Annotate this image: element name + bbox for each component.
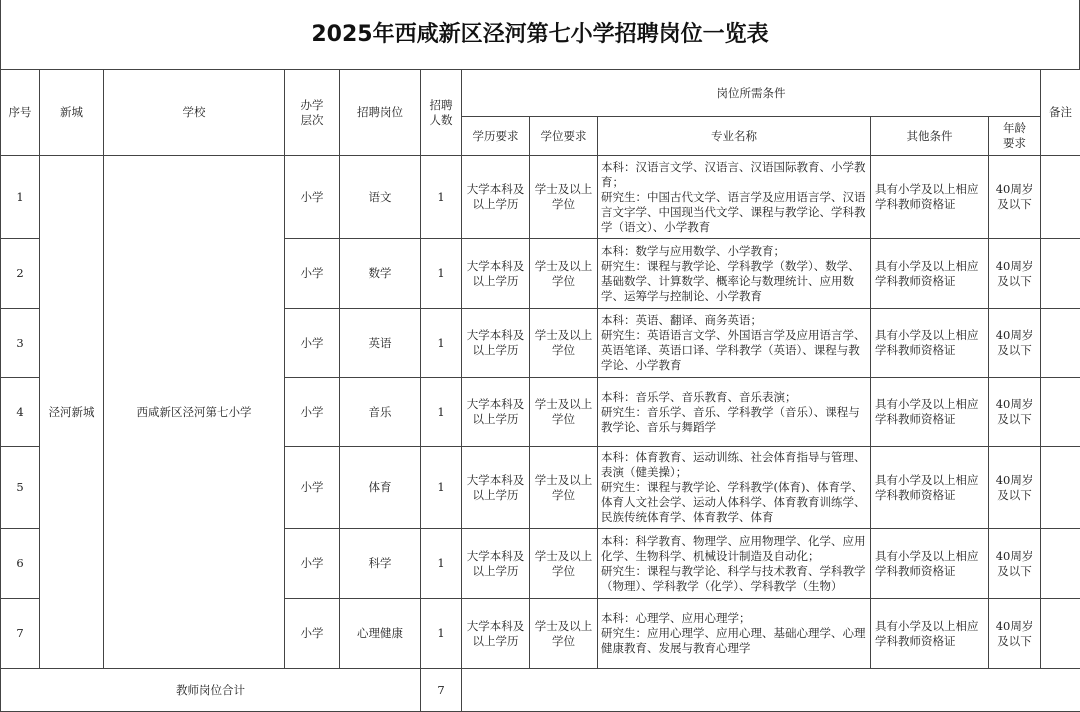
row-position: 数学 [340, 239, 421, 309]
header-age [989, 117, 1041, 156]
row-education: 大学本科及以上学历 [462, 239, 530, 309]
row-remark [1041, 309, 1080, 378]
row-no: 1 [1, 156, 40, 239]
row-level: 小学 [285, 239, 340, 309]
row-no: 7 [1, 599, 40, 669]
row-position: 科学 [340, 529, 421, 599]
page-title: 2025年西咸新区泾河第七小学招聘岗位一览表 [0, 0, 1080, 69]
row-position: 体育 [340, 447, 421, 529]
header-position: 招聘岗位 [340, 70, 421, 156]
row-degree: 学士及以上学位 [530, 239, 598, 309]
header-school: 学校 [104, 70, 285, 156]
district-cell: 泾河新城 [40, 156, 104, 669]
row-education: 大学本科及以上学历 [462, 378, 530, 447]
row-education: 大学本科及以上学历 [462, 309, 530, 378]
row-education: 大学本科及以上学历 [462, 447, 530, 529]
row-level: 小学 [285, 599, 340, 669]
table-row [1, 156, 1080, 239]
row-age: 40周岁及以下 [989, 309, 1041, 378]
row-level: 小学 [285, 529, 340, 599]
header-remark: 备注 [1041, 70, 1080, 156]
row-position: 心理健康 [340, 599, 421, 669]
row-remark [1041, 239, 1080, 309]
row-count: 1 [421, 309, 462, 378]
row-degree: 学士及以上学位 [530, 156, 598, 239]
row-major: 本科：科学教育、物理学、应用物理学、化学、应用化学、生物科学、机械设计制造及自动化； 研究生：课程与教学论、科学与技术教育、学科教学（物理）、学科教学（化学）、学科教学（生物） [598, 529, 871, 599]
header-other: 其他条件 [871, 117, 989, 156]
row-degree: 学士及以上学位 [530, 447, 598, 529]
row-major: 本科：数学与应用数学、小学教育； 研究生：课程与教学论、学科教学（数学）、数学、基础数学、计算数学、概率论与数理统计、应用数学、运筹学与控制论、小学教育 [598, 239, 871, 309]
row-count: 1 [421, 378, 462, 447]
row-major: 本科：心理学、应用心理学； 研究生：应用心理学、应用心理、基础心理学、心理健康教育、发展与教育心理学 [598, 599, 871, 669]
row-position: 英语 [340, 309, 421, 378]
row-remark [1041, 447, 1080, 529]
header-conditions: 岗位所需条件 [462, 70, 1041, 117]
row-count: 1 [421, 447, 462, 529]
row-remark [1041, 599, 1080, 669]
row-count: 1 [421, 599, 462, 669]
row-count: 1 [421, 529, 462, 599]
row-no: 3 [1, 309, 40, 378]
row-degree: 学士及以上学位 [530, 309, 598, 378]
row-major: 本科：汉语言文学、汉语言、汉语国际教育、小学教育； 研究生：中国古代文学、语言学及应用语言学、汉语言文字学、中国现当代文学、课程与教学论、学科教学（语文）、小学教育 [598, 156, 871, 239]
row-level: 小学 [285, 309, 340, 378]
row-education: 大学本科及以上学历 [462, 156, 530, 239]
row-age: 40周岁及以下 [989, 529, 1041, 599]
row-other: 具有小学及以上相应学科教师资格证 [871, 309, 989, 378]
row-degree: 学士及以上学位 [530, 599, 598, 669]
row-other: 具有小学及以上相应学科教师资格证 [871, 529, 989, 599]
row-age: 40周岁及以下 [989, 156, 1041, 239]
row-other: 具有小学及以上相应学科教师资格证 [871, 156, 989, 239]
total-filler [462, 669, 1080, 712]
row-no: 2 [1, 239, 40, 309]
row-no: 6 [1, 529, 40, 599]
row-remark [1041, 529, 1080, 599]
row-position: 音乐 [340, 378, 421, 447]
header-no: 序号 [1, 70, 40, 156]
header-count [421, 70, 462, 156]
row-degree: 学士及以上学位 [530, 529, 598, 599]
row-age: 40周岁及以下 [989, 599, 1041, 669]
row-remark [1041, 156, 1080, 239]
row-other: 具有小学及以上相应学科教师资格证 [871, 239, 989, 309]
row-remark [1041, 378, 1080, 447]
row-count: 1 [421, 156, 462, 239]
header-level-text: 办学层次 [298, 98, 326, 128]
total-count: 7 [421, 669, 462, 712]
header-education: 学历要求 [462, 117, 530, 156]
header-level [285, 70, 340, 156]
row-degree: 学士及以上学位 [530, 378, 598, 447]
row-age: 40周岁及以下 [989, 447, 1041, 529]
table-body [1, 156, 1080, 669]
row-position: 语文 [340, 156, 421, 239]
row-no: 5 [1, 447, 40, 529]
recruitment-table [0, 69, 1080, 712]
row-age: 40周岁及以下 [989, 239, 1041, 309]
row-major: 本科：音乐学、音乐教育、音乐表演； 研究生：音乐学、音乐、学科教学（音乐）、课程与教学论、音乐与舞蹈学 [598, 378, 871, 447]
row-level: 小学 [285, 378, 340, 447]
row-other: 具有小学及以上相应学科教师资格证 [871, 378, 989, 447]
header-major: 专业名称 [598, 117, 871, 156]
row-education: 大学本科及以上学历 [462, 599, 530, 669]
header-district: 新城 [40, 70, 104, 156]
row-other: 具有小学及以上相应学科教师资格证 [871, 447, 989, 529]
row-major: 本科：体育教育、运动训练、社会体育指导与管理、表演（健美操）； 研究生：课程与教学论、学科教学(体育)、体育学、体育人文社会学、运动人体科学、体育教育训练学、民族传统体育学、体育教学、体育 [598, 447, 871, 529]
header-degree: 学位要求 [530, 117, 598, 156]
total-label: 教师岗位合计 [1, 669, 421, 712]
row-age: 40周岁及以下 [989, 378, 1041, 447]
row-education: 大学本科及以上学历 [462, 529, 530, 599]
row-level: 小学 [285, 156, 340, 239]
header-age-text: 年龄要求 [1001, 121, 1029, 151]
row-major: 本科：英语、翻译、商务英语； 研究生：英语语言文学、外国语言学及应用语言学、英语笔译、英语口译、学科教学（英语）、课程与教学论、小学教育 [598, 309, 871, 378]
school-cell: 西咸新区泾河第七小学 [104, 156, 285, 669]
header-count-text: 招聘人数 [427, 98, 455, 128]
row-count: 1 [421, 239, 462, 309]
row-level: 小学 [285, 447, 340, 529]
row-other: 具有小学及以上相应学科教师资格证 [871, 599, 989, 669]
row-no: 4 [1, 378, 40, 447]
